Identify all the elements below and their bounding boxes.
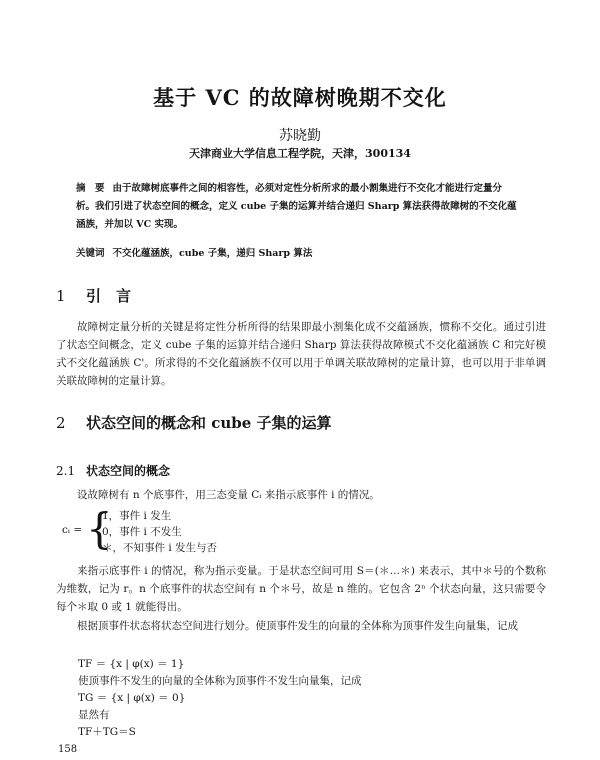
abstract-text: 由于故障树底事件之间的相容性，必须对定性分析所求的最小割集进行不交化才能进行定量分析。我们引进了状态空间的概念，定义 cube 子集的运算并结合递归 Sharp 算法获得故障树的不交化蕴涵族，并加以 VC 实现。 (76, 183, 517, 230)
subsection-title: 状态空间的概念 (86, 464, 171, 478)
section-1-heading (56, 285, 131, 306)
paragraph-state-space: 来指示底事件 i 的情况，称为指示变量。于是状态空间可用 S＝(＊…＊) 来表示，其中＊号的个数称为维数，记为 r。n 个底事件的状态空间有 n 个＊号，故是 n 维的。它包含 2ⁿ 个状态向量，这只需要令每个＊取 0 或 1 就能得出。 (56, 565, 546, 613)
subsection-number: 2.1 (56, 464, 76, 478)
text-line: 使顶事件不发生的向量的全体称为顶事件不发生向量集，记成 (78, 675, 362, 687)
section-number: 1 (56, 287, 66, 305)
section-title: 引 言 (86, 287, 132, 305)
piecewise-definition (56, 504, 356, 556)
abstract (76, 180, 520, 234)
equation-tg: TG ＝ {x | φ(x) ＝ 0} (78, 692, 186, 704)
author-name: 苏晓勤 (279, 128, 321, 144)
left-brace: { (86, 504, 113, 553)
subsection-2-1-heading (56, 462, 170, 479)
case-line: 1，事件 i 发生 (102, 510, 172, 522)
case-lhs: cᵢ = (62, 524, 83, 536)
case-line: ＊，不知事件 i 发生与否 (102, 542, 218, 554)
paper-title: 基于 VC 的故障树晚期不交化 (153, 85, 447, 110)
paragraph-partition: 根据顶事件状态将状态空间进行划分。使顶事件发生的向量的全体称为顶事件发生向量集，记成 (77, 620, 518, 632)
keywords (76, 245, 520, 259)
equation-sum: TF＋TG＝S (78, 726, 136, 738)
affiliation: 天津商业大学信息工程学院，天津，300134 (189, 147, 411, 160)
section-number: 2 (56, 414, 66, 432)
case-lines (102, 508, 217, 556)
keywords-label: 关键词 (76, 248, 105, 259)
paragraph-variables: 设故障树有 n 个底事件，用三态变量 Cᵢ 来指示底事件 i 的情况。 (77, 489, 380, 501)
keywords-text: 不交化蕴涵族，cube 子集，递归 Sharp 算法 (112, 248, 313, 259)
abstract-label: 摘 要 (76, 183, 105, 194)
page-number: 158 (58, 744, 78, 755)
case-line: 0，事件 i 不发生 (102, 526, 182, 538)
section-title: 状态空间的概念和 cube 子集的运算 (86, 414, 332, 432)
equation-tf: TF ＝ {x | φ(x) ＝ 1} (78, 658, 185, 670)
paragraph-intro: 故障树定量分析的关键是将定性分析所得的结果即最小割集化成不交蕴涵族，惯称不交化。通过引进了状态空间概念，定义 cube 子集的运算并结合递归 Sharp 算法获得故障模式不交化蕴涵族 C 和完好模式不交化蕴涵族 C'。所求得的不交化蕴涵族不仅可以用于单调关联故障树的定量计算，也可以用于非单调关联故障树的定量计算。 (56, 321, 546, 387)
section-2-heading (56, 412, 332, 433)
text-line: 显然有 (78, 709, 110, 721)
